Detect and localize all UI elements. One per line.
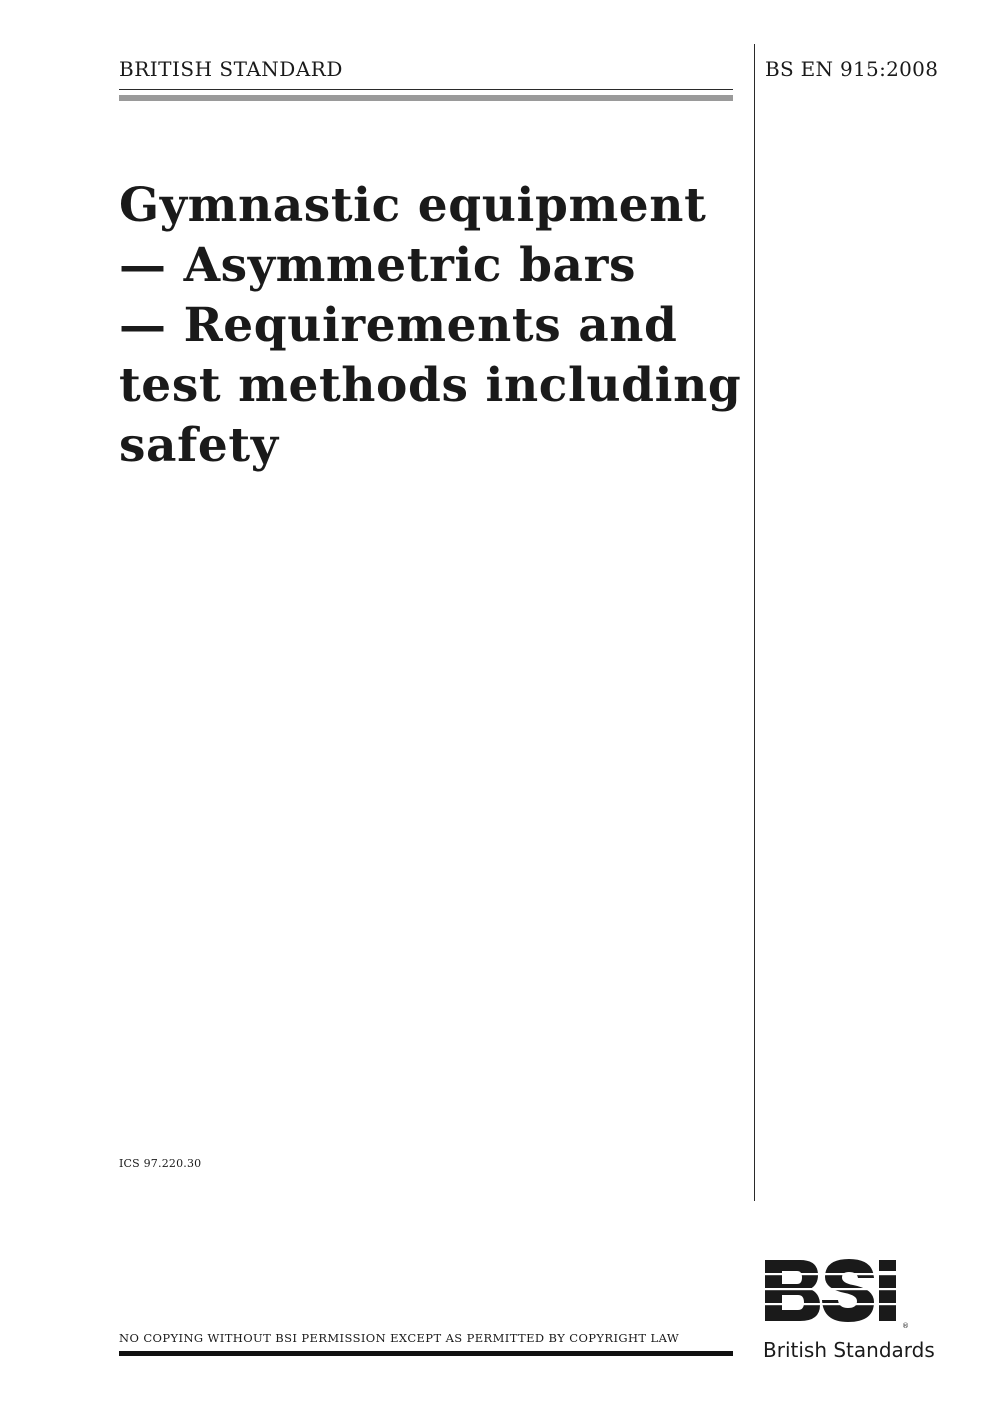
registered-mark: ® [902, 1322, 909, 1330]
vertical-divider [754, 44, 755, 1201]
header-standard-number: BS EN 915:2008 [765, 57, 939, 81]
title-line: Gymnastic equipment [119, 178, 707, 233]
document-title [119, 176, 749, 476]
header-rule-thin [119, 89, 733, 90]
header-rule-thick [119, 95, 733, 101]
logo-tagline: British Standards [763, 1338, 935, 1362]
title-line: test methods including [119, 358, 742, 413]
title-line: safety [119, 418, 279, 473]
footer-rule [119, 1351, 733, 1356]
ics-code: ICS 97.220.30 [119, 1157, 202, 1170]
copyright-notice: NO COPYING WITHOUT BSI PERMISSION EXCEPT AS PERMITTED BY COPYRIGHT LAW [119, 1331, 680, 1345]
header-standard-type: BRITISH STANDARD [119, 57, 343, 81]
title-line: — Asymmetric bars [119, 238, 637, 293]
title-line: — Requirements and [119, 298, 678, 353]
